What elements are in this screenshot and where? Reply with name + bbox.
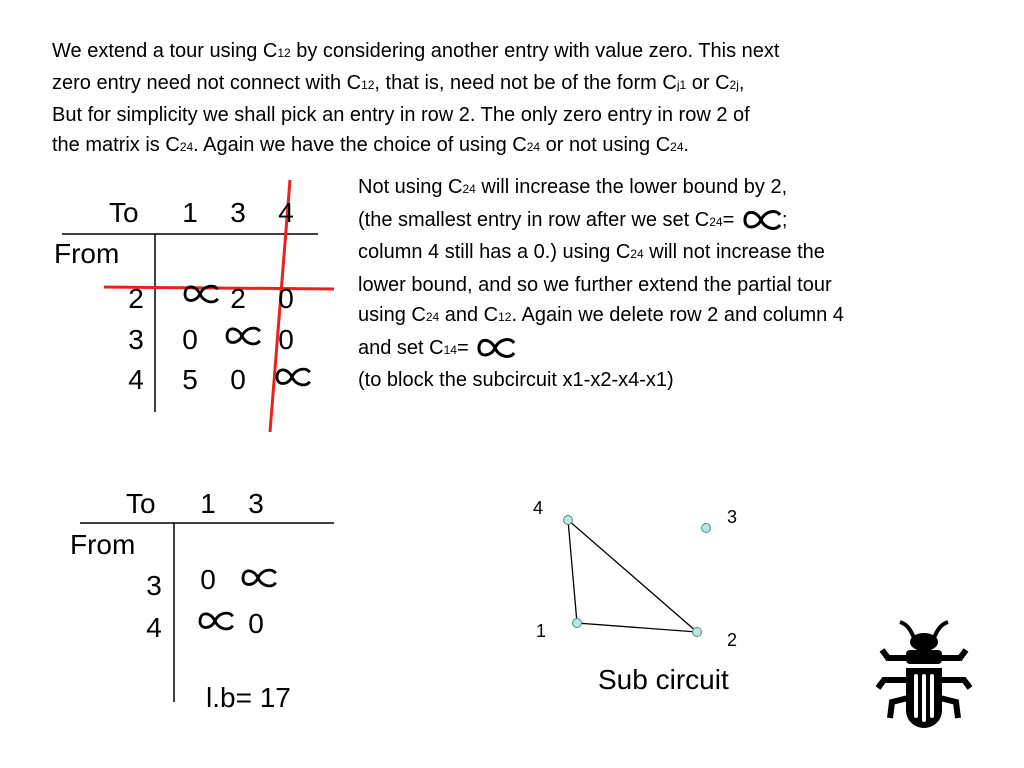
row-header: 2: [128, 283, 144, 314]
row-header: 4: [128, 364, 144, 395]
note-line-7: (to block the subcircuit x1-x2-x4-x1): [358, 369, 674, 391]
matrix-cell: 2: [230, 283, 246, 314]
node-label: 2: [727, 630, 738, 650]
note-line-3: column 4 still has a 0.) using C24 will not increase the: [358, 241, 825, 263]
graph-node-1: [573, 619, 582, 628]
node-label: 4: [533, 498, 544, 518]
matrix-cell: 0: [200, 564, 216, 595]
matrix-cell: 0: [278, 324, 294, 355]
row-header: 3: [146, 570, 162, 601]
col-header: 3: [248, 488, 264, 519]
graph-node-4: [564, 516, 573, 525]
note-line-2: (the smallest entry in row after we set C24= ;: [358, 205, 1018, 238]
from-label: From: [70, 529, 136, 560]
note-line-6: and set C14=: [358, 333, 1018, 366]
col-header: 1: [182, 197, 198, 228]
note-line-1: Not using C24 will increase the lower bound by 2,: [358, 176, 788, 198]
to-label: To: [109, 197, 139, 228]
row-header: 4: [146, 612, 162, 643]
note-line-5: using C24 and C12. Again we delete row 2 and column 4: [358, 304, 844, 326]
matrix-cell: 0: [278, 283, 294, 314]
intro-line-2: zero entry need not connect with C12, that is, need not be of the form Cj1 or C2j,: [52, 72, 745, 94]
intro-line-4: the matrix is C24. Again we have the choice of using C24 or not using C24.: [52, 134, 690, 156]
node-label: 3: [727, 507, 738, 527]
col-header: 1: [200, 488, 216, 519]
graph-node-2: [693, 628, 702, 637]
intro-line-1: We extend a tour using C12 by considering another entry with value zero. This next: [52, 40, 780, 62]
node-label: 1: [536, 621, 547, 641]
matrix-cell: 0: [230, 364, 246, 395]
subcircuit-caption: Sub circuit: [598, 664, 729, 695]
note-line-4: lower bound, and so we further extend the partial tour: [358, 273, 832, 296]
from-label: From: [54, 238, 120, 269]
lower-bound-label: l.b= 17: [206, 682, 291, 713]
col-header: 3: [230, 197, 246, 228]
matrix-cell: 0: [248, 608, 264, 639]
row-header: 3: [128, 324, 144, 355]
matrix-cell: 5: [182, 364, 198, 395]
matrix-cell: 0: [182, 324, 198, 355]
col-header: 4: [278, 197, 294, 228]
to-label: To: [126, 488, 156, 519]
bug-icon: [876, 618, 972, 735]
graph-node-3: [702, 524, 711, 533]
subcircuit-edges: [568, 520, 697, 632]
intro-line-3: But for simplicity we shall pick an entry in row 2. The only zero entry in row 2 of: [52, 104, 750, 126]
